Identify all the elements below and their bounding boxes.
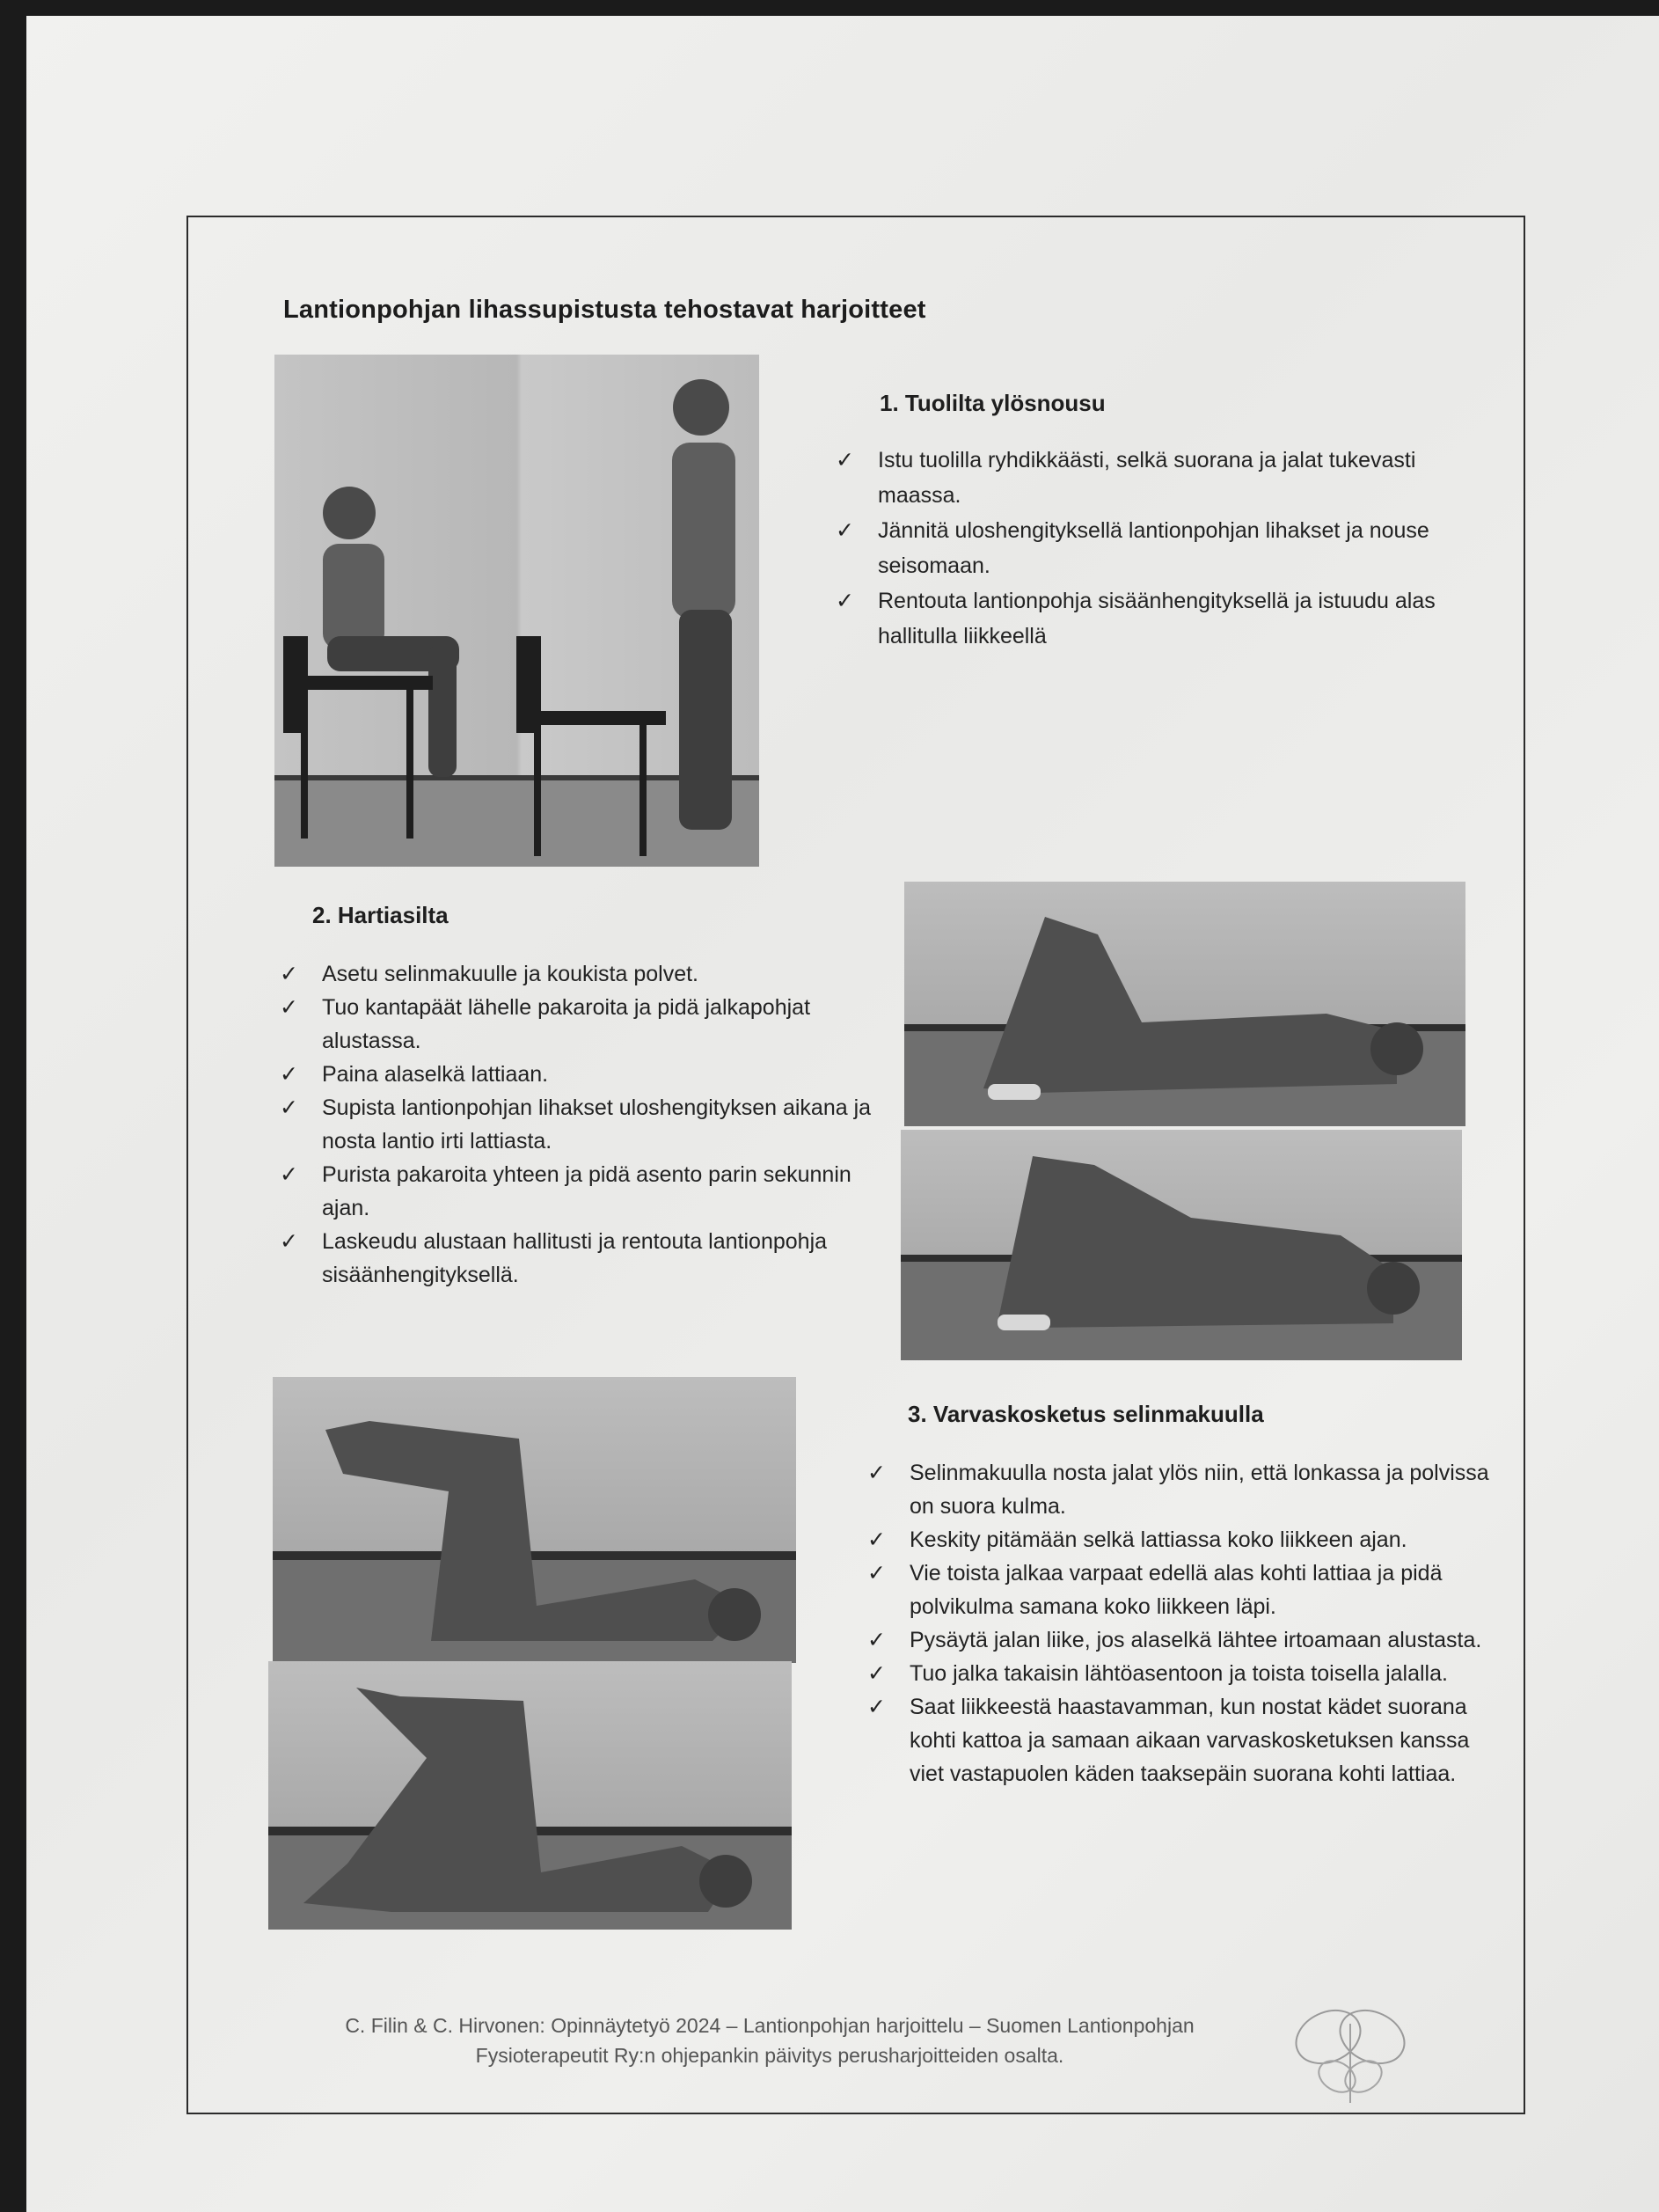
list-item: ✓ Selinmakuulla nosta jalat ylös niin, että lonkassa ja polvissa on suora kulma. (910, 1456, 1490, 1523)
exercise-1-instructions (836, 443, 1441, 654)
check-icon: ✓ (280, 994, 298, 1020)
check-icon: ✓ (867, 1560, 886, 1586)
list-item: ✓ Tuo jalka takaisin lähtöasentoon ja toista toisella jalalla. (910, 1657, 1490, 1690)
sit-to-stand-illustration (274, 355, 759, 867)
exercise-3-photo-toe-tap (268, 1661, 792, 1930)
exercise-2-heading: 2. Hartiasilta (312, 902, 449, 928)
list-item: ✓ Keskity pitämään selkä lattiassa koko liikkeen ajan. (910, 1523, 1490, 1556)
list-item: ✓ Tuo kantapäät lähelle pakaroita ja pidä jalkapohjat alustassa. (322, 991, 885, 1058)
check-icon: ✓ (836, 447, 854, 472)
exercise-3-instructions (867, 1456, 1490, 1791)
document-title: Lantionpohjan lihassupistusta tehostavat harjoitteet (283, 296, 926, 324)
exercise-1-photo (274, 355, 759, 867)
list-item: ✓ Istu tuolilla ryhdikkäästi, selkä suorana ja jalat tukevasti maassa. (878, 443, 1441, 513)
list-item: ✓ Purista pakaroita yhteen ja pidä asento parin sekunnin ajan. (322, 1158, 885, 1225)
bridge-lifted-illustration (901, 1130, 1462, 1360)
exercise-2-instructions (280, 957, 885, 1292)
check-icon: ✓ (867, 1527, 886, 1552)
list-item: ✓ Paina alaselkä lattiaan. (322, 1058, 885, 1091)
check-icon: ✓ (867, 1460, 886, 1485)
list-item: ✓ Jännitä uloshengityksellä lantionpohjan lihakset ja nouse seisomaan. (878, 513, 1441, 583)
list-item: ✓ Laskeudu alustaan hallitusti ja rentouta lantionpohja sisäänhengityksellä. (322, 1225, 885, 1292)
check-icon: ✓ (280, 1228, 298, 1254)
list-item: ✓ Pysäytä jalan liike, jos alaselkä lähtee irtoamaan alustasta. (910, 1623, 1490, 1657)
citation-line-2: Fysioterapeutit Ry:n ohjepankin päivitys perusharjoitteiden osalta. (475, 2044, 1064, 2067)
check-icon: ✓ (836, 588, 854, 613)
bridge-start-illustration (904, 882, 1465, 1126)
exercise-2-photo-start (904, 882, 1465, 1126)
check-icon: ✓ (280, 1061, 298, 1087)
exercise-2-photo-lifted (901, 1130, 1462, 1360)
check-icon: ✓ (867, 1694, 886, 1719)
exercise-3-heading: 3. Varvaskosketus selinmakuulla (908, 1401, 1264, 1427)
check-icon: ✓ (280, 1161, 298, 1187)
toe-tap-start-illustration (273, 1377, 796, 1663)
check-icon: ✓ (836, 517, 854, 543)
exercise-1-heading: 1. Tuolilta ylösnousu (880, 390, 1106, 416)
check-icon: ✓ (867, 1627, 886, 1652)
list-item: ✓ Asetu selinmakuulle ja koukista polvet. (322, 957, 885, 991)
check-icon: ✓ (280, 961, 298, 986)
list-item: ✓ Rentouta lantionpohja sisäänhengityksellä ja istuudu alas hallitulla liikkeellä (878, 583, 1441, 654)
butterfly-logo-icon (1289, 1997, 1412, 2112)
list-item: ✓ Vie toista jalkaa varpaat edellä alas kohti lattiaa ja pidä polvikulma samana koko liikkeen läpi. (910, 1556, 1490, 1623)
check-icon: ✓ (867, 1660, 886, 1686)
check-icon: ✓ (280, 1095, 298, 1120)
list-item: ✓ Supista lantionpohjan lihakset uloshengityksen aikana ja nosta lantio irti lattiasta. (322, 1091, 885, 1158)
citation-line-1: C. Filin & C. Hirvonen: Opinnäytetyö 2024 – Lantionpohjan harjoittelu – Suomen Lantionpohjan (345, 2014, 1195, 2037)
citation-footer (264, 2011, 1275, 2070)
exercise-3-photo-start (273, 1377, 796, 1663)
toe-tap-lowered-illustration (268, 1661, 792, 1930)
list-item: ✓ Saat liikkeestä haastavamman, kun nostat kädet suorana kohti kattoa ja samaan aikaan varvaskosketuksen kanssa viet vastapuolen käden taaksepäin suorana kohti lattiaa. (910, 1690, 1490, 1791)
